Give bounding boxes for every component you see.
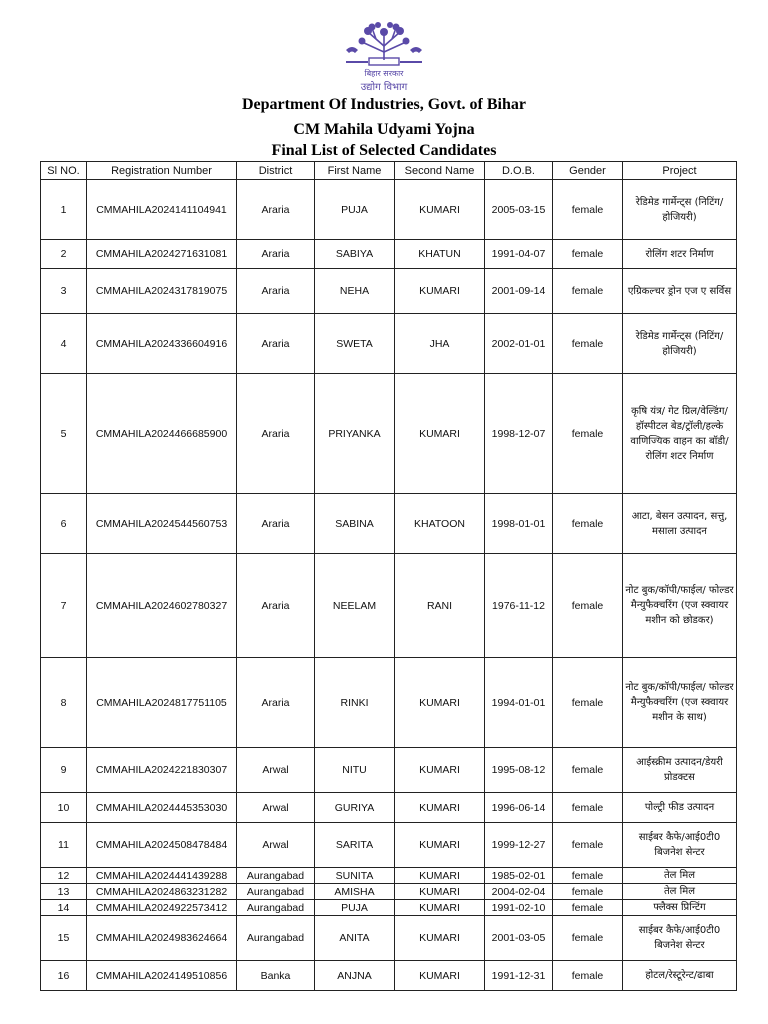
cell-project: रेडिमेड गार्मेन्ट्स (निटिंग/होजियरी) — [623, 180, 737, 240]
cell-district: Araria — [237, 180, 315, 240]
cell-first-name: NITU — [315, 748, 395, 793]
cell-gender: female — [553, 554, 623, 658]
cell-dob: 2005-03-15 — [485, 180, 553, 240]
cell-registration: CMMAHILA2024466685900 — [87, 374, 237, 494]
cell-first-name: PUJA — [315, 180, 395, 240]
cell-project: कृषि यंत्र/ गेट ग्रिल/वेल्डिंग/ हॉस्पीटल बेड/ट्रॉली/हल्के वाणिज्यिक वाहन का बॉडी/रोलिंग शटर निर्माण — [623, 374, 737, 494]
cell-dob: 1991-12-31 — [485, 961, 553, 991]
cell-second-name: KUMARI — [395, 374, 485, 494]
table-row — [41, 868, 737, 884]
table-row — [41, 793, 737, 823]
cell-district: Aurangabad — [237, 916, 315, 961]
cell-registration: CMMAHILA2024817751105 — [87, 658, 237, 748]
cell-gender: female — [553, 494, 623, 554]
cell-project: एग्रिकल्चर ड्रोन एज ए सर्विस — [623, 269, 737, 314]
cell-gender: female — [553, 916, 623, 961]
cell-sl: 13 — [41, 884, 87, 900]
cell-first-name: ANITA — [315, 916, 395, 961]
cell-second-name: KUMARI — [395, 868, 485, 884]
cell-gender: female — [553, 868, 623, 884]
cell-second-name: KUMARI — [395, 748, 485, 793]
table-row — [41, 884, 737, 900]
cell-first-name: SABINA — [315, 494, 395, 554]
cell-gender: female — [553, 374, 623, 494]
cell-registration: CMMAHILA2024508478484 — [87, 823, 237, 868]
cell-first-name: GURIYA — [315, 793, 395, 823]
cell-registration: CMMAHILA2024445353030 — [87, 793, 237, 823]
col-header-dob: D.O.B. — [485, 162, 553, 180]
cell-second-name: KUMARI — [395, 180, 485, 240]
cell-dob: 1999-12-27 — [485, 823, 553, 868]
department-title: Department Of Industries, Govt. of Bihar — [242, 96, 526, 113]
cell-second-name: JHA — [395, 314, 485, 374]
cell-first-name: NEHA — [315, 269, 395, 314]
bihar-government-logo — [338, 20, 430, 98]
cell-sl: 10 — [41, 793, 87, 823]
cell-sl: 8 — [41, 658, 87, 748]
cell-sl: 14 — [41, 900, 87, 916]
cell-dob: 2001-03-05 — [485, 916, 553, 961]
cell-project: होटल/रेस्टूरेन्ट/ढाबा — [623, 961, 737, 991]
cell-project: तेल मिल — [623, 884, 737, 900]
table-row — [41, 180, 737, 240]
cell-project: पोल्ट्री फीड उत्पादन — [623, 793, 737, 823]
cell-dob: 1996-06-14 — [485, 793, 553, 823]
cell-gender: female — [553, 823, 623, 868]
cell-gender: female — [553, 180, 623, 240]
table-row — [41, 961, 737, 991]
table-row — [41, 916, 737, 961]
table-row — [41, 823, 737, 868]
cell-first-name: PRIYANKA — [315, 374, 395, 494]
cell-gender: female — [553, 900, 623, 916]
col-header-second-name: Second Name — [395, 162, 485, 180]
cell-registration: CMMAHILA2024922573412 — [87, 900, 237, 916]
cell-sl: 5 — [41, 374, 87, 494]
selected-candidates-table — [40, 161, 737, 991]
cell-project: नोट बुक/कॉपी/फाईल/ फोल्डर मैन्युफैक्चरिंग (एज स्क्वायर मशीन को छोडकर) — [623, 554, 737, 658]
cell-registration: CMMAHILA2024544560753 — [87, 494, 237, 554]
cell-sl: 2 — [41, 240, 87, 269]
cell-district: Arwal — [237, 823, 315, 868]
cell-second-name: KUMARI — [395, 793, 485, 823]
cell-registration: CMMAHILA2024441439288 — [87, 868, 237, 884]
cell-second-name: KHATUN — [395, 240, 485, 269]
cell-first-name: ANJNA — [315, 961, 395, 991]
col-header-district: District — [237, 162, 315, 180]
cell-sl: 15 — [41, 916, 87, 961]
logo-caption-line2: उद्योग विभाग — [360, 82, 408, 93]
cell-first-name: SARITA — [315, 823, 395, 868]
cell-dob: 1976-11-12 — [485, 554, 553, 658]
cell-dob: 1995-08-12 — [485, 748, 553, 793]
cell-first-name: PUJA — [315, 900, 395, 916]
cell-first-name: AMISHA — [315, 884, 395, 900]
cell-first-name: SUNITA — [315, 868, 395, 884]
cell-registration: CMMAHILA2024602780327 — [87, 554, 237, 658]
cell-dob: 1998-01-01 — [485, 494, 553, 554]
cell-second-name: KHATOON — [395, 494, 485, 554]
cell-district: Arwal — [237, 793, 315, 823]
cell-district: Araria — [237, 240, 315, 269]
cell-dob: 2001-09-14 — [485, 269, 553, 314]
list-title: Final List of Selected Candidates — [271, 142, 497, 159]
col-header-gender: Gender — [553, 162, 623, 180]
cell-sl: 11 — [41, 823, 87, 868]
cell-gender: female — [553, 961, 623, 991]
table-row — [41, 900, 737, 916]
cell-project: तेल मिल — [623, 868, 737, 884]
table-row — [41, 494, 737, 554]
col-header-first-name: First Name — [315, 162, 395, 180]
cell-district: Araria — [237, 494, 315, 554]
cell-project: रोलिंग शटर निर्माण — [623, 240, 737, 269]
cell-dob: 1998-12-07 — [485, 374, 553, 494]
cell-district: Aurangabad — [237, 868, 315, 884]
cell-gender: female — [553, 793, 623, 823]
col-header-sl: Sl NO. — [41, 162, 87, 180]
cell-gender: female — [553, 884, 623, 900]
cell-registration: CMMAHILA2024221830307 — [87, 748, 237, 793]
cell-district: Araria — [237, 374, 315, 494]
cell-district: Aurangabad — [237, 900, 315, 916]
cell-district: Aurangabad — [237, 884, 315, 900]
table-row — [41, 240, 737, 269]
table-row — [41, 269, 737, 314]
table-row — [41, 554, 737, 658]
cell-second-name: KUMARI — [395, 884, 485, 900]
cell-gender: female — [553, 748, 623, 793]
col-header-project: Project — [623, 162, 737, 180]
cell-sl: 4 — [41, 314, 87, 374]
cell-second-name: KUMARI — [395, 916, 485, 961]
cell-project: फ्लैक्स प्रिन्टिंग — [623, 900, 737, 916]
cell-registration: CMMAHILA2024317819075 — [87, 269, 237, 314]
cell-first-name: SABIYA — [315, 240, 395, 269]
cell-district: Banka — [237, 961, 315, 991]
cell-second-name: RANI — [395, 554, 485, 658]
cell-sl: 7 — [41, 554, 87, 658]
cell-gender: female — [553, 658, 623, 748]
cell-project: आटा, बेसन उत्पादन, सत्तु, मसाला उत्पादन — [623, 494, 737, 554]
cell-dob: 1991-02-10 — [485, 900, 553, 916]
cell-sl: 6 — [41, 494, 87, 554]
cell-registration: CMMAHILA2024983624664 — [87, 916, 237, 961]
cell-district: Araria — [237, 269, 315, 314]
cell-first-name: RINKI — [315, 658, 395, 748]
table-row — [41, 748, 737, 793]
cell-gender: female — [553, 240, 623, 269]
logo-caption-line1: बिहार सरकार — [364, 69, 404, 78]
cell-dob: 2004-02-04 — [485, 884, 553, 900]
cell-district: Araria — [237, 658, 315, 748]
cell-second-name: KUMARI — [395, 658, 485, 748]
table-header-row — [41, 162, 737, 180]
cell-project: नोट बुक/कॉपी/फाईल/ फोल्डर मैन्युफैक्चरिंग (एज स्क्वायर मशीन के साथ) — [623, 658, 737, 748]
cell-first-name: SWETA — [315, 314, 395, 374]
cell-registration: CMMAHILA2024149510856 — [87, 961, 237, 991]
cell-district: Araria — [237, 314, 315, 374]
cell-sl: 3 — [41, 269, 87, 314]
cell-registration: CMMAHILA2024863231282 — [87, 884, 237, 900]
table-row — [41, 374, 737, 494]
cell-project: साईबर कैफे/आई0टी0 बिजनेश सेन्टर — [623, 916, 737, 961]
cell-second-name: KUMARI — [395, 900, 485, 916]
cell-district: Araria — [237, 554, 315, 658]
cell-sl: 9 — [41, 748, 87, 793]
cell-first-name: NEELAM — [315, 554, 395, 658]
cell-dob: 1994-01-01 — [485, 658, 553, 748]
cell-registration: CMMAHILA2024336604916 — [87, 314, 237, 374]
table-row — [41, 314, 737, 374]
cell-registration: CMMAHILA2024271631081 — [87, 240, 237, 269]
cell-project: रेडिमेड गार्मेन्ट्स (निटिंग/होजियरी) — [623, 314, 737, 374]
scheme-title: CM Mahila Udyami Yojna — [293, 121, 475, 138]
cell-sl: 1 — [41, 180, 87, 240]
cell-gender: female — [553, 314, 623, 374]
cell-project: साईबर कैफे/आई0टी0 बिजनेश सेन्टर — [623, 823, 737, 868]
cell-second-name: KUMARI — [395, 269, 485, 314]
cell-gender: female — [553, 269, 623, 314]
cell-second-name: KUMARI — [395, 961, 485, 991]
cell-second-name: KUMARI — [395, 823, 485, 868]
cell-dob: 2002-01-01 — [485, 314, 553, 374]
cell-registration: CMMAHILA2024141104941 — [87, 180, 237, 240]
cell-sl: 12 — [41, 868, 87, 884]
col-header-registration: Registration Number — [87, 162, 237, 180]
cell-dob: 1985-02-01 — [485, 868, 553, 884]
cell-dob: 1991-04-07 — [485, 240, 553, 269]
table-row — [41, 658, 737, 748]
cell-district: Arwal — [237, 748, 315, 793]
cell-project: आईस्क्रीम उत्पादन/डेयरी प्रोडक्टस — [623, 748, 737, 793]
cell-sl: 16 — [41, 961, 87, 991]
